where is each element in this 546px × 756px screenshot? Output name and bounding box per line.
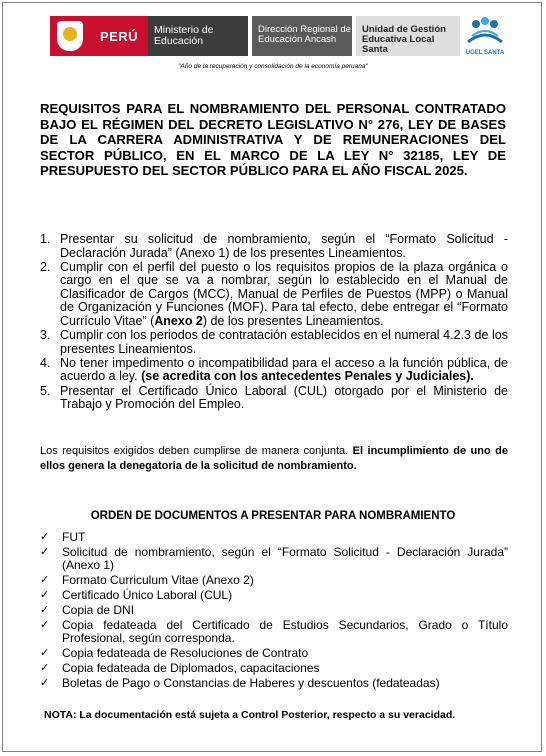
document-text: Copia fedateada de Diplomados, capacitaciones xyxy=(62,660,320,675)
checkmark-icon: ✓ xyxy=(40,574,50,587)
document-title: REQUISITOS PARA EL NOMBRAMIENTO DEL PERSONAL CONTRATADO BAJO EL RÉGIMEN DEL DECRETO LEGISLATIVO N° 276, LEY DE BASES DE LA CARRERA ADMINISTRATIVA Y DE REMUNERACIONES DEL SECTOR PÚBLICO, EN EL MARCO DE LA LEY N° 32185, LEY DE PRESUPUESTO DEL SECTOR PÚBLICO PARA EL AÑO FISCAL 2025. xyxy=(40,101,506,178)
item-number: 3. xyxy=(40,328,51,343)
regional-direction-label: Dirección Regional de Educación Ancash xyxy=(252,16,352,56)
checkmark-icon: ✓ xyxy=(40,646,50,659)
checkmark-icon: ✓ xyxy=(40,676,50,689)
checkmark-icon: ✓ xyxy=(40,618,50,631)
document-text: Copia fedateada de Resoluciones de Contrato xyxy=(62,645,309,660)
list-item xyxy=(40,261,508,329)
list-item xyxy=(40,619,508,646)
item-text: Cumplir con los periodos de contratación establecidos en el numeral 4.2.3 de los presentes Lineamientos. xyxy=(60,328,508,356)
item-number: 4. xyxy=(40,355,51,370)
list-item xyxy=(40,329,508,356)
document-text: Boletas de Pago o Constancias de Haberes y descuentos (fedateadas) xyxy=(62,675,440,690)
list-item xyxy=(40,677,508,690)
item-number: 2. xyxy=(40,259,51,274)
note-text: Los requisitos exigidos deben cumplirse de manera conjunta. xyxy=(40,445,353,457)
ugel-label: Unidad de Gestión Educativa Local Santa xyxy=(356,16,460,56)
item-bold-text: (se acredita con los antecedentes Penales y Judiciales). xyxy=(141,369,474,384)
checkmark-icon: ✓ xyxy=(40,545,50,558)
peru-label: PERÚ xyxy=(90,16,148,56)
joint-requirements-note xyxy=(40,444,508,474)
list-item xyxy=(40,589,508,602)
document-text: Certificado Único Laboral (CUL) xyxy=(62,587,233,602)
checkmark-icon: ✓ xyxy=(40,531,50,543)
document-text: Formato Curriculum Vitae (Anexo 2) xyxy=(62,573,254,588)
documents-list xyxy=(40,531,508,692)
document-text: FUT xyxy=(62,530,86,544)
checkmark-icon: ✓ xyxy=(40,588,50,601)
item-number: 1. xyxy=(40,232,51,246)
list-item xyxy=(40,604,508,617)
item-text: No tener impedimento o incompatibilidad para el acceso a la función pública, de acuerdo a ley. xyxy=(60,355,508,384)
item-bold-text: Anexo 2 xyxy=(154,314,203,329)
document-text: Copia de DNI xyxy=(62,602,135,617)
ugel-logo-icon xyxy=(464,16,506,56)
checkmark-icon: ✓ xyxy=(40,603,50,616)
item-text: Cumplir con el perfil del puesto o los requisitos propios de la plaza orgánica o cargo en el que se va a nombrar, según lo establecido en el Manual de Clasificador de Cargos (MCC), Manual de Perfiles de Puestos (MPP) o Manual de Organización y Funciones (MOF). Para tal efecto, debe entregar el “Formato Currículo Vitae” ( xyxy=(60,259,508,329)
documents-section-title: ORDEN DE DOCUMENTOS A PRESENTAR PARA NOMBRAMIENTO xyxy=(90,510,456,522)
item-number: 5. xyxy=(40,383,51,398)
item-text: Presentar su solicitud de nombramiento, según el “Formato Solicitud - Declaración Jurada” (Anexo 1) de los presentes Lineamientos. xyxy=(60,232,508,260)
list-item xyxy=(40,531,508,544)
document-text: Copia fedateada del Certificado de Estudios Secundarios, Grado o Título Profesional, según corresponda. xyxy=(62,617,508,646)
checkmark-icon: ✓ xyxy=(40,661,50,674)
list-item xyxy=(40,385,508,412)
peru-coat-of-arms-icon xyxy=(50,16,90,56)
list-item xyxy=(40,647,508,660)
item-text: ) de los presentes Lineamientos. xyxy=(202,314,384,329)
note-bold-text: El incumplimiento de uno de ellos genera la denegatoria de la solicitud de nombramiento. xyxy=(40,445,509,472)
institutional-header xyxy=(50,16,506,56)
control-note: NOTA: La documentación está sujeta a Control Posterior, respecto a su veracidad. xyxy=(44,709,456,721)
item-text: Presentar el Certificado Único Laboral (CUL) otorgado por el Ministerio de Trabajo y Promoción del Empleo. xyxy=(60,383,508,412)
list-item xyxy=(40,546,508,573)
list-item xyxy=(40,233,508,260)
ugel-logo-caption: UGEL SANTA xyxy=(465,50,505,56)
requirements-list xyxy=(40,233,508,412)
ministry-label: Ministerio de Educación xyxy=(148,16,248,56)
document-text: Solicitud de nombramiento, según el “Formato Solicitud - Declaración Jurada” (Anexo 1) xyxy=(62,544,508,573)
list-item xyxy=(40,357,508,384)
list-item xyxy=(40,662,508,675)
year-slogan: "Año de la recuperación y consolidación de la economía peruana" xyxy=(178,63,368,70)
list-item xyxy=(40,574,508,587)
